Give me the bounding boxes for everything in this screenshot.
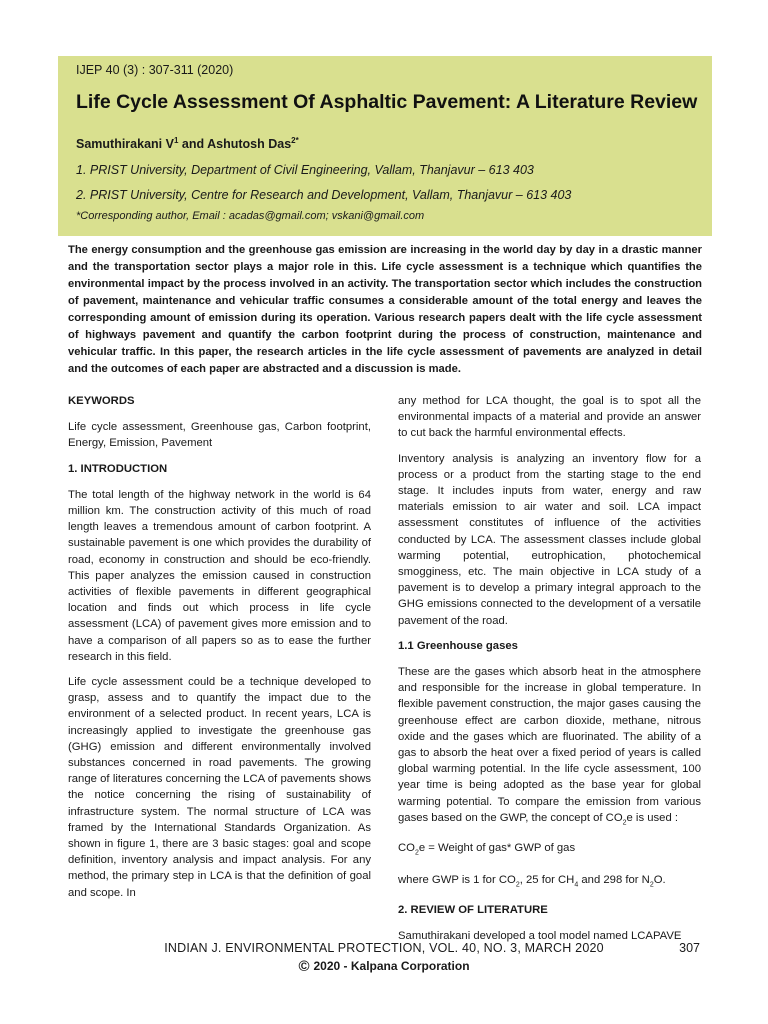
- paragraph-inventory: Inventory analysis is analyzing an inventory flow for a process or a product from the starting stage to the end stage. It includes inputs from water, energy and raw materials emission to air water and soil. LCA impact assessment constitutes of influence of the activities conducted by LCA. The assessment classes include global warming potential, eutrophication, photochemical smogginess, etc. The main objective in LCA study of a pavement is to develop a primary integral approach to the GHG emissions connected to the development of a versatile pavement of the road.: [398, 452, 701, 627]
- gwp-subscript-1: 2: [515, 881, 520, 889]
- author-1-marker: 1: [173, 136, 179, 145]
- left-column: [68, 393, 371, 910]
- gwp-values: [398, 872, 701, 893]
- author-2-marker: 2*: [291, 136, 299, 145]
- affiliation-2: 2. PRIST University, Centre for Research and Development, Vallam, Thanjavur – 613 403: [76, 188, 572, 202]
- author-1: Samuthirakani V: [76, 137, 174, 152]
- affiliation-1: 1. PRIST University, Department of Civil Engineering, Vallam, Thanjavur – 613 403: [76, 163, 534, 177]
- gwp-subscript-2: 4: [574, 881, 579, 889]
- introduction-heading: 1. INTRODUCTION: [68, 462, 168, 475]
- footer-citation: INDIAN J. ENVIRONMENTAL PROTECTION, VOL. 40, NO. 3, MARCH 2020: [164, 941, 604, 955]
- ghg-text-end: e is used :: [626, 811, 679, 824]
- gwp-part-b: , 25 for CH: [519, 873, 575, 886]
- review-heading: 2. REVIEW OF LITERATURE: [398, 904, 548, 917]
- introduction-paragraph-2: Life cycle assessment could be a technique developed to grasp, assess and to quantify the impact due to the environment of a selected product. In recent years, LCA is increasingly applied to investigate the greenhouse gas (GHG) emission and different environmentally involved substances concerned in road pavements. The growing range of literatures concerning the LCA of pavements shows the notice concerning the rising of sustainability of infrastructure system. The normal structure of LCA was framed by the International Standards Organization. As shown in figure 1, there are 3 basic stages: goal and scope definition, inventory analysis and impact analysis. For any method, the primary step in LCA is that the definition of goal and scope. In: [68, 676, 371, 899]
- formula-part-b: e = Weight of gas* GWP of gas: [418, 842, 576, 855]
- gwp-part-c: and 298 for N: [578, 873, 650, 886]
- author-line: [76, 136, 299, 151]
- greenhouse-gases-paragraph: [398, 664, 701, 831]
- author-2: and Ashutosh Das: [178, 137, 292, 152]
- formula-subscript: 2: [414, 849, 419, 857]
- abstract: The energy consumption and the greenhouse gas emission are increasing in the world day by day in a drastic manner and the transportation sector plays a major role in this. Life cycle assessment is a technique which quantifies the environmental impact by the process involved in an activity. The transportation sector which includes the construction of pavement, maintenance and vehicular traffic consumes a considerable amount of the total energy and leaves the corresponding amount of emission during its operation. Various research papers dealt with the life cycle assessment of highways pavement and quantify the carbon footprint during the process of construction, maintenance and vehicular traffic. In this paper, the research articles in the life cycle assessment of pavements are analyzed in detail and the outcomes of each paper are abstracted and a discussion is made.: [68, 244, 702, 375]
- copyright-icon: ©: [298, 958, 310, 975]
- gwp-part-a: where GWP is 1 for CO: [398, 873, 516, 886]
- formula-part-a: CO: [398, 842, 415, 855]
- introduction-paragraph-1: The total length of the highway network in the world is 64 million km. The construction activity of this much of road length leaves a tremendous amount of carbon footprint. A sustainable pavement is one which provides the durability of road, economy in construction and should be eco-friendly. This paper analyzes the emission caused in construction activities of flexible pavements in different geographical location and finds out which process in life cycle assessment (LCA) of pavement gives more emission and to have a comparison of all papers so as to ease the further research in this field.: [68, 488, 371, 663]
- ghg-text: These are the gases which absorb heat in the atmosphere and responsible for the increase in global temperature. In flexible pavement construction, the major gases causing the greenhouse effect are carbon dioxide, methane, nitrous oxide and the gases which are fluorinated. The ability of a gas to absorb the heat over a fixed period of years is called global warming potential. In the life cycle assessment, 100 year time is being adopted as the base year for global warming potential. To compare the emission from various gases based on the GWP, the concept of CO: [398, 666, 701, 824]
- greenhouse-gases-heading: 1.1 Greenhouse gases: [398, 639, 518, 652]
- right-column: [398, 393, 701, 954]
- paragraph-lca-goal: any method for LCA thought, the goal is to spot all the environmental impacts of a material and provide an answer to cut back the harmful environmental effects.: [398, 395, 701, 440]
- corresponding-author: *Corresponding author, Email : acadas@gmail.com; vskani@gmail.com: [76, 210, 425, 222]
- keywords-text: Life cycle assessment, Greenhouse gas, Carbon footprint, Energy, Emission, Pavement: [68, 421, 371, 450]
- paper-title: Life Cycle Assessment Of Asphaltic Pavement: A Literature Review: [76, 91, 698, 113]
- copyright-text: 2020 - Kalpana Corporation: [313, 959, 470, 973]
- gwp-part-d: O.: [653, 873, 666, 886]
- keywords-heading: KEYWORDS: [68, 395, 135, 407]
- co2e-formula: [398, 840, 701, 861]
- journal-reference: IJEP 40 (3) : 307-311 (2020): [76, 63, 234, 77]
- page-number: 307: [679, 941, 700, 955]
- gwp-subscript-3: 2: [649, 881, 654, 889]
- ghg-subscript: 2: [622, 819, 627, 827]
- review-paragraph: Samuthirakani developed a tool model named LCAPAVE: [398, 930, 682, 943]
- copyright-line: [0, 958, 768, 975]
